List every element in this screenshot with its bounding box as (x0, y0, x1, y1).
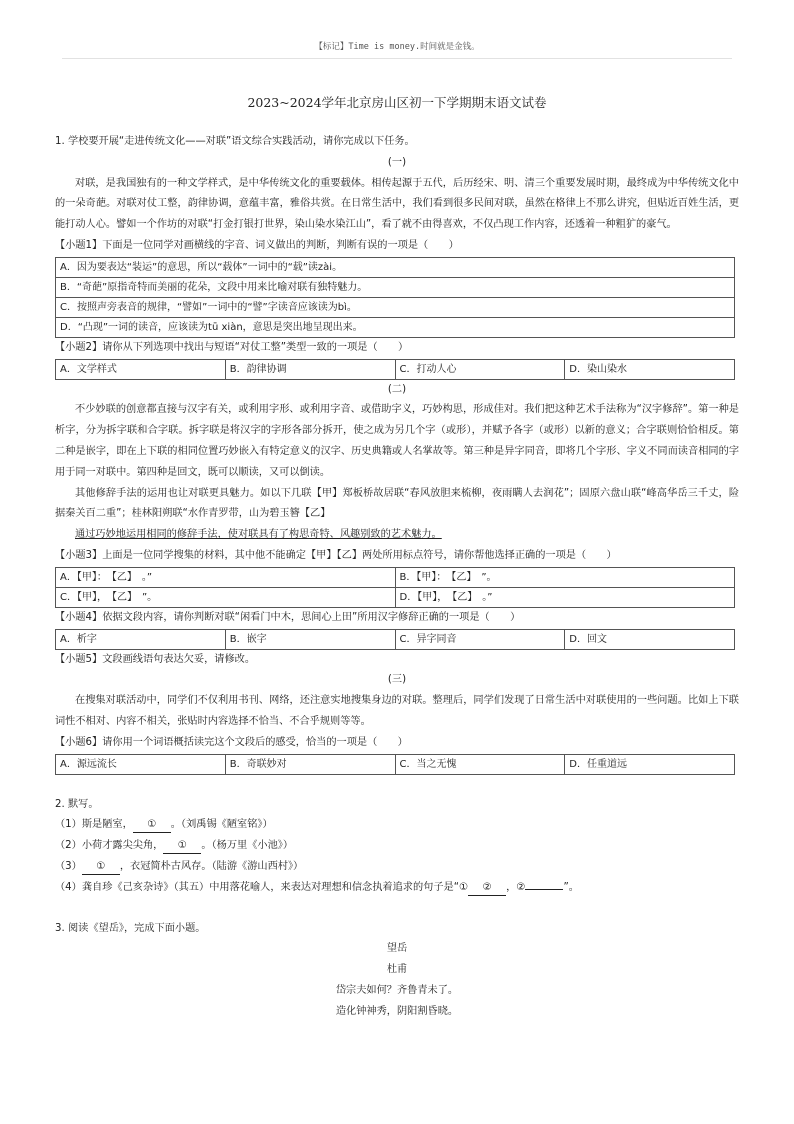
subquestion-3-options (55, 567, 735, 608)
option-b[interactable]: B．“奇葩”原指奇特而美丽的花朵，文段中用来比喻对联有独特魅力。 (56, 277, 735, 297)
dictation-suffix: 。（刘禹锡《陋室铭》） (170, 819, 273, 831)
dictation-blank[interactable]: ① (82, 860, 120, 875)
question-1-stem: 1. 学校要开展“走进传统文化——对联”语文综合实践活动，请你完成以下任务。 (55, 136, 415, 147)
page-title: 2023~2024学年北京房山区初一下学期期末语文试卷 (247, 95, 547, 110)
passage-line: 对联，是我国独有的一种文学样式，是中华传统文化的重要载体。相传起源于五代，后历经宋、明、清三个重要发展时期，最终成为中华传统文 (75, 177, 719, 189)
option-b[interactable]: B．韵律协调 (225, 359, 395, 379)
section-2-label: (二) (387, 383, 407, 395)
passage-line: 生活，更能打动人心。譬如一个作坊的对联“打金打银打世界，染山染水染江山”，看了就不由得喜欢，不仅凸现工作内容，还透着一种粗犷的豪 (55, 198, 740, 231)
dictation-prefix: （2）小荷才露尖尖角， (55, 840, 164, 852)
dictation-blank[interactable]: ① (133, 818, 171, 833)
passage-line: 一种是析字，分为拆字联和合字联。拆字联是将汉字的字形各部分拆开，使之成为另几个字（或形），并赋予各字（或形）以新的意义；合字联则恰 (55, 404, 739, 437)
exam-content (55, 132, 739, 1023)
passage-line: 丈，险据秦关百二重”；桂林阳朔联“水作青罗带，山为碧玉簪【乙】 (55, 487, 740, 520)
passage-line: 恰相反。第二种是嵌字，即在上下联的相同位置巧妙嵌入有特定意义的汉字、历史典籍或人名掌故等。第三种是异字同音，即将几个字形、字义不同 (55, 425, 739, 457)
option-d[interactable]: D．任重道远 (565, 754, 735, 774)
passage-line: 下联词性不相对、内容不相关，张贴时内容选择不恰当、不合乎规则等等。 (55, 695, 739, 727)
section-3-passage (55, 691, 739, 733)
dictation-prefix: （3） (55, 860, 82, 872)
passage-line: 化中的一朵奇葩。对联对仗工整，韵律协调，意蕴丰富，雅俗共赏。在日常生活中，我们看到很多民间对联，虽然在格律上不那么讲究，但贴近百姓 (55, 177, 739, 210)
option-b[interactable]: B．【甲】： 【乙】 ”。 (395, 567, 735, 587)
spacer (55, 899, 739, 919)
dictation-line-4 (55, 878, 739, 899)
option-d[interactable]: D．【甲】， 【乙】 。” (395, 587, 735, 607)
option-a[interactable]: A．【甲】： 【乙】 。” (56, 567, 396, 587)
subquestion-1-options (55, 257, 735, 338)
passage-line: 气。 (656, 219, 677, 231)
subquestion-4-stem: 【小题4】依据文段内容，请你判断对联“闲看门中木，思间心上田”所用汉字修辞正确的一项是（ ） (55, 611, 521, 623)
option-d[interactable]: D．“凸现”一词的读音，应该读为tū xiàn，意思是突出地呈现出来。 (56, 317, 735, 337)
header-divider (62, 58, 732, 59)
subquestion-2-options (55, 359, 735, 380)
question-2-stem: 2. 默写。 (55, 798, 99, 810)
option-d[interactable]: D．染山染水 (565, 359, 735, 379)
option-c[interactable]: C．异字同音 (395, 629, 565, 649)
dictation-mark: ① (458, 881, 469, 893)
subquestion-3-stem: 【小题3】上面是一位同学搜集的材料，其中他不能确定【甲】【乙】两处所用标点符号，请你帮他选择正确的一项是（ ） (55, 549, 617, 561)
option-c[interactable]: C．打动人心 (395, 359, 565, 379)
option-c[interactable]: C．【甲】， 【乙】 ”。 (56, 587, 396, 607)
dictation-line-2 (55, 836, 739, 857)
poem-author: 杜甫 (386, 964, 408, 976)
section-3-label: (三) (387, 674, 407, 686)
option-a[interactable]: A．文学样式 (56, 359, 226, 379)
option-b[interactable]: B．奇联妙对 (225, 754, 395, 774)
section-2-passage-3 (55, 525, 739, 546)
poem-line: 造化钟神秀，阴阳割昏晓。 (335, 1005, 459, 1017)
subquestion-6-stem: 【小题6】请你用一个词语概括读完这个文段后的感受，恰当的一项是（ ） (55, 736, 408, 748)
subquestion-4-options (55, 629, 735, 650)
subquestion-5-stem: 【小题5】文段画线语句表达欠妥，请修改。 (55, 653, 256, 665)
option-c[interactable]: C．当之无愧 (395, 754, 565, 774)
section-1-label: (一) (387, 156, 407, 168)
section-2-passage-2 (55, 484, 739, 526)
underlined-sentence: 通过巧妙地运用相同的修辞手法，使对联具有了构思奇特、风趣别致的艺术魅力。 (75, 529, 442, 541)
question-3-stem: 3. 阅读《望岳》，完成下面小题。 (55, 922, 206, 934)
dictation-blank[interactable]: ① (163, 839, 201, 854)
dictation-blank[interactable] (525, 889, 563, 890)
dictation-blank[interactable]: ② (468, 881, 506, 896)
dictation-suffix: ，衣冠简朴古风存。（陆游《游山西村》） (119, 860, 304, 872)
option-a[interactable]: A．因为要表达“装运”的意思，所以“载体”一词中的“载”读zài。 (56, 257, 735, 277)
dictation-prefix: （1）斯是陋室， (55, 819, 133, 831)
option-b[interactable]: B．嵌字 (225, 629, 395, 649)
dictation-mid: ，② (506, 881, 526, 893)
passage-line: 在搜集对联活动中，同学们不仅利用书刊、网络，还注意实地搜集身边的对联。整理后，同学们发现了日常生活中对联使用的一些问题。比如上 (75, 695, 719, 707)
subquestion-6-options (55, 754, 735, 775)
spacer (55, 775, 739, 795)
dictation-line-3 (55, 857, 739, 878)
option-c[interactable]: C．按照声旁表音的规律，“譬如”一词中的“譬”字读音应该读为bì。 (56, 297, 735, 317)
subquestion-2-stem: 【小题2】请你从下列选项中找出与短语“对仗工整”类型一致的一项是（ ） (55, 341, 409, 353)
passage-line: 不少妙联的创意都直接与汉字有关，或利用字形、或利用字音、或借助字义，巧妙构思，形成佳对。我们把这种艺术手法称为“汉字修辞”。第 (75, 404, 709, 416)
header-watermark: 【标记】Time is money.时间就是金钱。 (314, 42, 480, 52)
passage-line: 其他修辞手法的运用也让对联更具魅力。如以下几联【甲】郑板桥故居联“春风放胆来梳柳，夜雨瞒人去润花”；固原六盘山联“峰高华岳三千 (75, 487, 709, 499)
section-1-passage (55, 174, 739, 236)
passage-line: 而读音相同的字用于同一对联中。第四种是回文，既可以顺读，又可以倒读。 (55, 445, 740, 478)
poem-title: 望岳 (386, 943, 408, 955)
dictation-line-1 (55, 815, 739, 836)
section-2-passage-1 (55, 400, 739, 483)
option-a[interactable]: A．析字 (56, 629, 226, 649)
option-d[interactable]: D．回文 (565, 629, 735, 649)
poem-line: 岱宗夫如何？齐鲁青未了。 (335, 984, 459, 996)
dictation-prefix: （4）龚自珍《己亥杂诗》（其五）中用落花喻人，来表达对理想和信念执着追求的句子是“ (55, 881, 459, 893)
dictation-suffix: 。（杨万里《小池》） (201, 840, 294, 852)
dictation-suffix: ”。 (563, 881, 579, 893)
option-a[interactable]: A．源远流长 (56, 754, 226, 774)
subquestion-1-stem: 【小题1】下面是一位同学对画横线的字音、词义做出的判断，判断有误的一项是（ ） (55, 239, 459, 251)
